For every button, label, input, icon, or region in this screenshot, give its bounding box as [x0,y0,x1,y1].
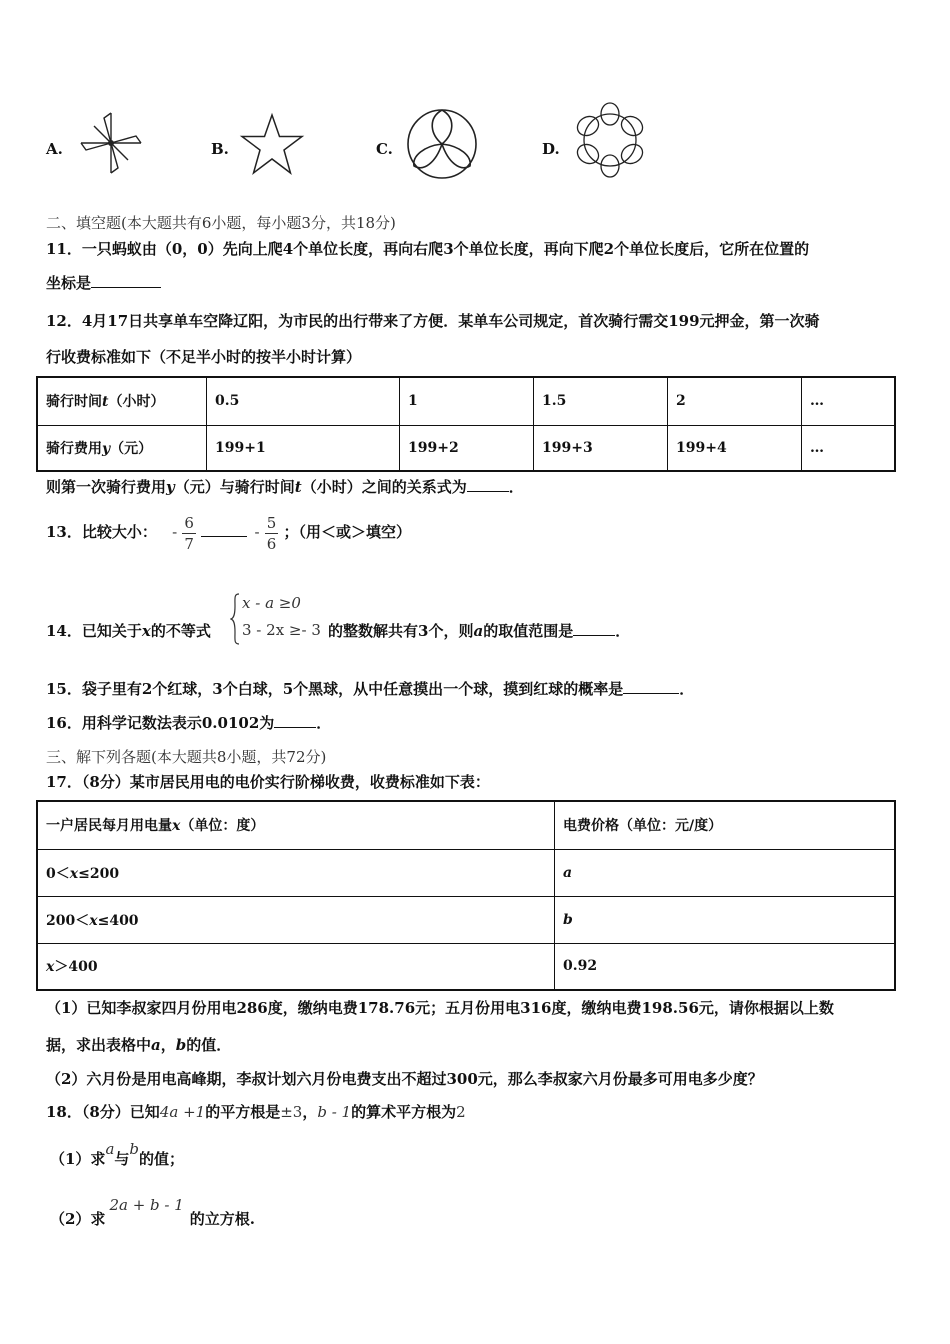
q13-suffix: ；（用＜或＞填空） [283,523,412,541]
q13-frac1-den: 7 [184,534,194,553]
table-cell: … [802,425,896,471]
q18-mid2: 的算术平方根为 [351,1103,457,1121]
table-cell: 0.5 [207,377,400,425]
q12-after-end: ． [508,478,524,496]
q14-mid: 的不等式 [150,622,211,640]
option-b-label: B. [211,140,229,158]
q12-row2-head-var: y [102,440,111,457]
flower-petal-ring-icon [570,100,650,180]
q13-prefix: 13．比较大小： [46,523,157,541]
q12-row1-head-var: t [102,394,109,411]
q18-pre: 18．（8分）已知 [46,1103,160,1121]
table-cell [37,849,555,896]
q17-r2-pre: 200＜ [46,912,90,929]
q18-p1-a: a [105,1140,115,1158]
q17-r1-pre: 0＜ [46,865,70,882]
table-cell: 1.5 [534,377,668,425]
q11-line1: 11．一只蚂蚁由（0，0）先向上爬4个单位长度，再向右爬3个单位长度，再向下爬2个单位长度后，它所在位置的 [46,240,810,258]
q18-part2 [50,1196,256,1229]
q13-frac2-den: 6 [266,534,277,553]
q12-after-post: （小时）之间的关系式为 [301,478,467,496]
q14-ineq1: x - a ≥0 [242,594,301,612]
q15-answer-blank[interactable] [623,679,679,694]
circle-trefoil-icon [404,106,480,182]
q18-expr1: 4a +1 [159,1103,206,1121]
q12-table [36,376,896,472]
q17-r1-var: x [69,865,79,882]
q18-comma: ， [302,1103,318,1121]
table-cell [37,896,555,943]
q14-end: ． [615,622,631,640]
q17-part1-line2 [46,1034,231,1055]
q16-answer-blank[interactable] [274,713,316,728]
q12-answer-blank[interactable] [467,477,509,492]
q13-neg2: - [254,523,260,541]
table-cell: a [555,849,896,896]
q12-after-pre: 则第一次骑行费用 [46,478,167,496]
q14-after2: 的取值范围是 [483,622,574,640]
table-row [37,377,895,425]
q12-row2-header [37,425,207,471]
q11-answer-blank[interactable] [91,273,161,288]
q17-head1-pre: 一户居民每月用电量 [46,818,172,835]
q11-line2-text: 坐标是 [46,274,92,292]
q18-p1-pre: （1）求 [50,1150,106,1168]
q15-text: 15．袋子里有2个红球，3个白球，5个黑球，从中任意摸出一个球，摸到红球的概率是 [46,680,624,698]
q12-line1: 12．4月17日共享单车空降辽阳，为市民的出行带来了方便．某单车公司规定，首次骑行需交199元押金，第一次骑 [46,312,820,330]
q14-var-a: a [473,622,484,640]
q17-head1-post: （单位：度） [180,818,265,835]
q17-r3-post: ＞400 [54,959,98,976]
q13-fraction-1 [182,513,196,554]
q18-p1-post: 的值； [139,1150,185,1168]
q17-intro: 17．（8分）某市居民用电的电价实行阶梯收费，收费标准如下表： [46,773,490,791]
q17-head1-var: x [172,818,181,835]
table-cell: 199+4 [668,425,802,471]
q12-after-t: t [294,478,302,496]
q13-answer-blank[interactable] [201,522,247,537]
q14-prefix-group [46,620,211,641]
q17-r2-var: x [89,912,98,929]
table-row [37,896,895,943]
q17-head1 [37,801,555,849]
section2-heading: 二、填空题(本大题共有6小题，每小题3分，共18分) [46,214,396,232]
brace-icon [230,592,240,646]
q17-p1-comma: ， [160,1036,176,1054]
q18-val2: 2 [456,1103,466,1121]
q12-row1-head-pre: 骑行时间 [46,394,102,411]
q11-line2 [46,272,161,293]
q12-row2-head-post: （元） [110,440,153,457]
table-cell: 199+1 [207,425,400,471]
q12-row1-head-post: （小时） [108,394,165,411]
section3-heading: 三、解下列各题(本大题共8小题，共72分) [46,748,327,766]
q16 [46,712,331,733]
q18-mid1: 的平方根是 [205,1103,281,1121]
q12-row2-head-pre: 骑行费用 [46,440,102,457]
q17-p1-b: b [175,1036,187,1054]
q14-after-group [328,620,630,641]
table-cell: 199+2 [400,425,534,471]
q18-p1-b: b [129,1140,140,1158]
q17-p1-a: a [151,1036,161,1054]
table-row [37,425,895,471]
q12-after-y: y [166,478,175,496]
star-icon [238,112,306,178]
q16-end: ． [316,714,332,732]
table-cell: 0.92 [555,943,896,990]
pinwheel-icon [76,108,146,178]
q18-p2-expr: 2a + b - 1 [109,1196,184,1214]
option-a-label: A. [46,140,63,158]
table-cell: 199+3 [534,425,668,471]
q13-neg1: - [172,523,178,541]
q17-part1-line1: （1）已知李叔家四月份用电286度，缴纳电费178.76元；五月份用电316度，缴纳电费198.56元，请你根据以上数 [46,999,834,1017]
q13-frac2-num: 5 [266,513,277,532]
table-row [37,943,895,990]
q14-ineq2: 3 - 2x ≥- 3 [242,621,321,639]
q17-r3-var: x [46,959,55,976]
table-cell: b [555,896,896,943]
table-row [37,801,895,849]
q14-var-x: x [141,622,151,640]
q13 [46,512,411,554]
q14-answer-blank[interactable] [573,621,615,636]
q17-p1-post: 的值． [186,1036,232,1054]
q14-prefix: 14．已知关于 [46,622,142,640]
q13-frac1-num: 6 [184,513,194,532]
q18-pm3: ±3 [280,1103,303,1121]
table-row [37,849,895,896]
q17-head2: 电费价格（单位：元/度） [555,801,896,849]
q18-expr2: b - 1 [317,1103,352,1121]
q17-r2-post: ≤400 [97,912,139,929]
q18-p1-and: 与 [114,1150,130,1168]
q15 [46,678,694,699]
q13-fraction-2 [265,513,279,554]
q16-text: 16．用科学记数法表示0.0102为 [46,714,275,732]
q18-p2-post: 的立方根. [189,1210,256,1228]
q18-part1 [50,1140,185,1169]
option-d-label: D. [542,140,560,158]
q12-after-mid: （元）与骑行时间 [174,478,295,496]
q15-end: ． [679,680,695,698]
q18-line [46,1101,466,1122]
table-cell: … [802,377,896,425]
q12-line2: 行收费标准如下（不足半小时的按半小时计算） [46,348,362,366]
q17-p1-pre: 据，求出表格中 [46,1036,152,1054]
q17-r1-post: ≤200 [78,865,120,882]
option-c-label: C. [376,140,393,158]
table-cell: 1 [400,377,534,425]
q17-part2: （2）六月份是用电高峰期，李叔计划六月份电费支出不超过300元，那么李叔家六月份最多可用电多少度？ [46,1070,763,1088]
q18-p2-pre: （2）求 [50,1210,106,1228]
q14-after: 的整数解共有3个，则 [328,622,474,640]
q17-table [36,800,896,991]
q12-after [46,476,524,497]
q12-row1-header [37,377,207,425]
table-cell [37,943,555,990]
table-cell: 2 [668,377,802,425]
